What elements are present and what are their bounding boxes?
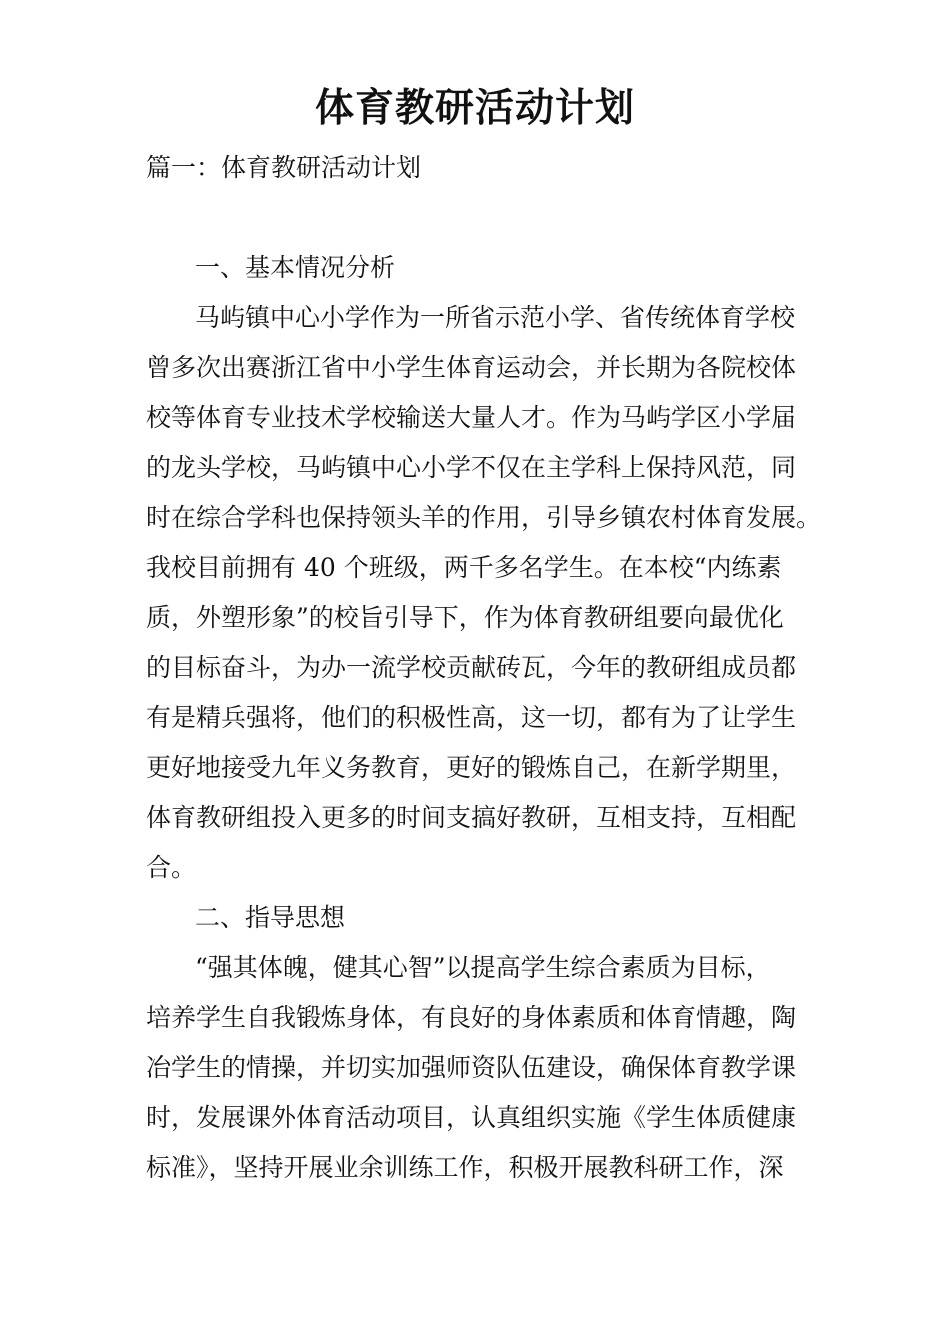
paragraph-line: 时在综合学科也保持领头羊的作用，引导乡镇农村体育发展。	[146, 503, 822, 532]
paragraph-line: 马屿镇中心小学作为一所省示范小学、省传统体育学校	[195, 303, 796, 332]
paragraph-line: 时，发展课外体育活动项目，认真组织实施《学生体质健康	[146, 1103, 797, 1132]
paragraph-line: 更好地接受九年义务教育，更好的锻炼自己，在新学期里，	[146, 753, 797, 782]
paragraph-line: 培养学生自我锻炼身体，有良好的身体素质和体育情趣，陶	[146, 1003, 797, 1032]
section-heading-basic-analysis: 一、基本情况分析	[195, 253, 396, 282]
paragraph-line: 标准》，坚持开展业余训练工作，积极开展教科研工作，深	[146, 1153, 784, 1182]
paragraph-line: 我校目前拥有 40 个班级，两千多名学生。在本校“内练素	[146, 553, 782, 582]
paragraph-line: 合。	[146, 853, 197, 882]
paragraph-line: 冶学生的情操，并切实加强师资队伍建设，确保体育教学课	[146, 1053, 797, 1082]
paragraph-line: 体育教研组投入更多的时间支搞好教研，互相支持，互相配	[146, 803, 797, 832]
section-heading-guiding-thought: 二、指导思想	[195, 903, 346, 932]
paragraph-line: 的目标奋斗，为办一流学校贡献砖瓦，今年的教研组成员都	[146, 653, 797, 682]
paragraph-line: 有是精兵强将，他们的积极性高，这一切，都有为了让学生	[146, 703, 797, 732]
paragraph-line: 校等体育专业技术学校输送大量人才。作为马屿学区小学届	[146, 403, 797, 432]
document-subtitle: 篇一：体育教研活动计划	[146, 153, 422, 182]
paragraph-line: 曾多次出赛浙江省中小学生体育运动会，并长期为各院校体	[146, 353, 797, 382]
paragraph-line: 质，外塑形象”的校旨引导下，作为体育教研组要向最优化	[146, 603, 784, 632]
paragraph-line: 的龙头学校，马屿镇中心小学不仅在主学科上保持风范，同	[146, 453, 797, 482]
paragraph-line: “强其体魄，健其心智”以提高学生综合素质为目标，	[195, 953, 771, 982]
document-title: 体育教研活动计划	[314, 85, 635, 131]
